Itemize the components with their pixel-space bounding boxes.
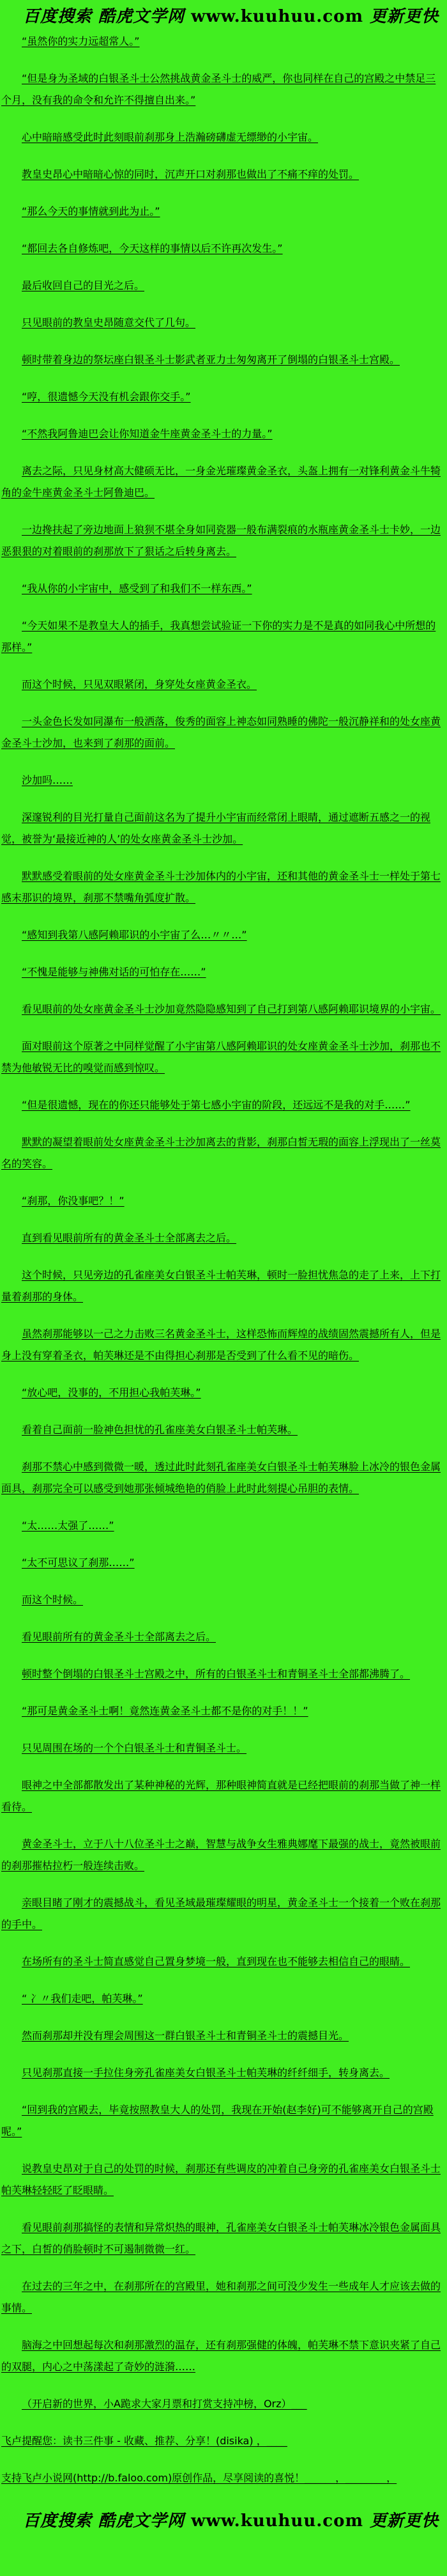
paragraph: “放心吧，没事的，不用担心我帕芙琳。” (22, 1386, 201, 1399)
paragraph: 沙加吗…… (22, 774, 73, 786)
paragraph: 刹那不禁心中感到微微一暖，透过此时此刻孔雀座美女白银圣斗士帕芙琳脸上冰冷的银色金属面具，刹那完全可以感受到她那张倾城绝艳的俏脸上此时此刻提心吊胆的表情。 (1, 1461, 441, 1494)
site-name-text: 百度搜索 酷虎文学网 (23, 7, 185, 26)
paragraph: 而这个时候。 (22, 1594, 84, 1606)
site-slogan-text: 更新更快 (370, 2511, 439, 2531)
paragraph: “刹那，你没事吧？！” (22, 1195, 125, 1207)
paragraph: 最后收回自己的目光之后。 (22, 279, 145, 291)
paragraph: 一边搀扶起了旁边地面上狼狈不堪全身如同瓷器一般布满裂痕的水瓶座黄金圣斗士卡妙，一边恶狠狠的对着眼前的刹那放下了狠话之后转身离去。 (1, 524, 441, 557)
paragraph: 虽然刹那能够以一己之力击败三名黄金圣斗士，这样恐怖而辉煌的战绩固然震撼所有人，但是身上没有穿着圣衣，帕芙琳还是不由得担心刹那是否受到了什么看不见的暗伤。 (1, 1328, 441, 1362)
paragraph: 看见眼前的处女座黄金圣斗士沙加竟然隐隐感知到了自己打到第八感阿赖耶识境界的小宇宙。 (22, 1003, 441, 1015)
paragraph: 然而刹那却并没有理会周围这一群白银圣斗士和青铜圣斗士的震撼目光。 (22, 2029, 349, 2042)
paragraph: 眼神之中全部都散发出了某种神秘的光辉，那种眼神简直就是已经把眼前的刹那当做了神一样看待。 (1, 1779, 441, 1813)
paragraph: 脑海之中回想起每次和刹那激烈的温存，还有刹那强健的体魄，帕芙琳不禁下意识夹紧了自己的双腿，内心之中荡漾起了奇妙的涟漪…… (1, 2339, 441, 2373)
paragraph: “太不可思议了刹那……” (22, 1556, 135, 1569)
paragraph: 教皇史昂心中暗暗心惊的同时，沉声开口对刹那也做出了不痛不痒的处罚。 (22, 168, 360, 180)
paragraph: “太……太强了……” (22, 1519, 114, 1532)
paragraph: “那可是黄金圣斗士啊！竟然连黄金圣斗士都不是你的对手！！” (22, 1705, 308, 1717)
paragraph: 离去之际，只见身材高大健硕无比，一身金光璀璨黄金圣衣，头盔上拥有一对锋利黄金斗牛犄角的金牛座黄金圣斗士阿鲁迪巴。 (1, 465, 441, 499)
paragraph: 一头金色长发如同瀑布一般洒落，俊秀的面容上神态如同熟睡的佛陀一般沉静祥和的处女座黄金圣斗士沙加，也来到了刹那的面前。 (1, 715, 441, 749)
paragraph: 只见刹那直接一手拉住身旁孔雀座美女白银圣斗士帕芙琳的纤纤细手，转身离去。 (22, 2067, 390, 2079)
faloo-support-line: 支持飞卢小说网(http://b.faloo.com)原创作品，尽享阅读的喜悦！______，________， (1, 2472, 397, 2484)
paragraph: 只见周围在场的一个个白银圣斗士和青铜圣斗士。 (22, 1742, 247, 1754)
chapter-footnotes (1, 2393, 446, 2489)
paragraph: “今天如果不是教皇大人的插手，我真想尝试验证一下你的实力是不是真的如同我心中所想的那样。” (1, 619, 436, 653)
paragraph: 顿时带着身边的祭坛座白银圣斗士影武者亚力士匆匆离开了倒塌的白银圣斗士宫殿。 (22, 353, 400, 366)
novel-text (1, 31, 446, 2378)
paragraph: “虽然你的实力远超常人。” (22, 35, 140, 47)
paragraph: 看见眼前刹那搞怪的表情和异常炽热的眼神，孔雀座美女白银圣斗士帕芙琳冰冷银色金属面具之下，白皙的俏脸顿时不可遏制微微一红。 (1, 2221, 441, 2255)
paragraph: “我从你的小宇宙中，感受到了和我们不一样东西。” (22, 582, 252, 594)
site-slogan-text: 更新更快 (370, 7, 439, 26)
paragraph: “不愧是能够与神佛对话的可怕存在……” (22, 966, 206, 978)
faloo-reminder: 飞卢提醒您：读书三件事 - 收藏、推荐、分享！(disika) ，____ (1, 2435, 287, 2447)
paragraph: “不然我阿鲁迪巴会让你知道金牛座黄金圣斗士的力量。” (22, 428, 273, 440)
site-watermark-header (1, 6, 446, 27)
paragraph: 看着自己面前一脸神色担忧的孔雀座美女白银圣斗士帕芙琳。 (22, 1424, 298, 1436)
paragraph: 这个时候，只见旁边的孔雀座美女白银圣斗士帕芙琳，顿时一脸担忧焦急的走了上来，上下打量着刹那的身体。 (1, 1269, 441, 1303)
paragraph: “但是身为圣域的白银圣斗士公然挑战黄金圣斗士的威严，你也同样在自己的宫殿之中禁足三个月，没有我的命令和允许不得擅自出来。” (1, 72, 436, 106)
paragraph: “ 冫〃我们走吧，帕芙琳。” (22, 1992, 143, 2005)
site-url-text: www.kuuhuu.com (191, 7, 363, 26)
author-note: （开启新的世界，小A跪求大家月票和打赏支持冲榜，Orz）___ (22, 2398, 307, 2410)
paragraph: 默默感受着眼前的处女座黄金圣斗士沙加体内的小宇宙，还和其他的黄金圣斗士一样处于第七感末那识的境界，刹那不禁嘴角弧度扩散。 (1, 870, 441, 904)
paragraph: 黄金圣斗士，立于八十八位圣斗士之巅，智慧与战争女生雅典娜麾下最强的战士，竟然被眼前的刹那摧枯拉朽一般连续击败。 (1, 1838, 441, 1872)
paragraph: 心中暗暗感受此时此刻眼前刹那身上浩瀚磅礴虚无缥缈的小宇宙。 (22, 131, 319, 143)
paragraph: 默默的凝望着眼前处女座黄金圣斗士沙加离去的背影，刹那白皙无瑕的面容上浮现出了一丝莫名的笑容。 (1, 1136, 441, 1170)
paragraph: “但是很遗憾，现在的你还只能够处于第七感小宇宙的阶段，还远远不是我的对手……” (22, 1099, 411, 1111)
site-url-text: www.kuuhuu.com (191, 2511, 363, 2531)
site-watermark-footer (1, 2511, 446, 2531)
paragraph: 亲眼目睹了刚才的震撼战斗，看见圣域最璀璨耀眼的明星，黄金圣斗士一个接着一个败在刹那的手中。 (1, 1897, 441, 1930)
paragraph: 面对眼前这个原著之中同样觉醒了小宇宙第八感阿赖耶识的处女座黄金圣斗士沙加，刹那也不禁为他敏锐无比的嗅觉而感到惊叹。 (1, 1040, 441, 1074)
paragraph: 在过去的三年之中，在刹那所在的宫殿里，她和刹那之间可没少发生一些成年人才应该去做的事情。 (1, 2280, 441, 2314)
paragraph: 看见眼前所有的黄金圣斗士全部离去之后。 (22, 1631, 216, 1643)
paragraph: 深邃锐利的目光打量自己面前这名为了提升小宇宙而经常闭上眼睛，通过遮断五感之一的视觉，被誉为‘最接近神的人’的处女座黄金圣斗士沙加。 (1, 811, 431, 845)
paragraph: 说教皇史昂对于自己的处罚的时候，刹那还有些调皮的冲着自己身旁的孔雀座美女白银圣斗士帕芙琳轻轻眨了眨眼睛。 (1, 2162, 441, 2196)
paragraph: “那么今天的事情就到此为止。” (22, 205, 160, 217)
paragraph: 在场所有的圣斗士简直感觉自己置身梦境一般，直到现在也不能够去相信自己的眼睛。 (22, 1955, 411, 1967)
site-name-text: 百度搜索 酷虎文学网 (23, 2511, 185, 2531)
paragraph: “哼，很遗憾今天没有机会跟你交手。” (22, 391, 191, 403)
paragraph: “回到我的宫殿去，毕竟按照教皇大人的处罚，我现在开始(赵李好)可不能够离开自己的宫殿呢。” (1, 2104, 434, 2138)
paragraph: 直到看见眼前所有的黄金圣斗士全部离去之后。 (22, 1232, 237, 1244)
paragraph: 顿时整个倒塌的白银圣斗士宫殿之中，所有的白银圣斗士和青铜圣斗士全部都沸腾了。 (22, 1668, 411, 1680)
paragraph: 而这个时候，只见双眼紧闭，身穿处女座黄金圣衣。 (22, 678, 257, 690)
paragraph: “感知到我第八感阿赖耶识的小宇宙了么…〃〃…” (22, 929, 247, 941)
paragraph: 只见眼前的教皇史昂随意交代了几句。 (22, 316, 196, 329)
paragraph: “都回去各自修炼吧，今天这样的事情以后不许再次发生。” (22, 242, 283, 254)
